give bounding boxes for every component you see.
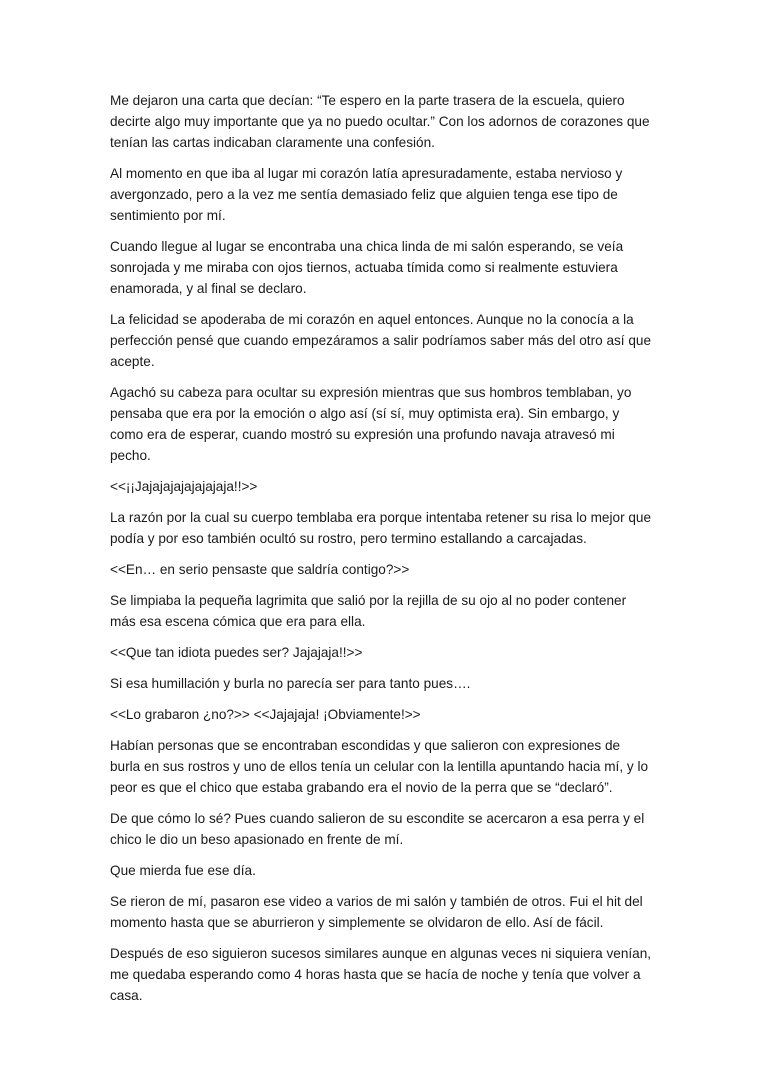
paragraph-16: Se rieron de mí, pasaron ese video a varios de mi salón y también de otros. Fui el hit del momento hasta que se aburrieron y simplemente se olvidaron de ello. Así de fácil.	[110, 894, 643, 930]
paragraph-3: Cuando llegue al lugar se encontraba una chica linda de mi salón esperando, se veía sonrojada y me miraba con ojos tiernos, actuaba tímida como si realmente estuviera enamorada, y al final se declaro.	[110, 239, 624, 296]
paragraph-8: <<En… en serio pensaste que saldría contigo?>>	[110, 562, 410, 577]
paragraph-9: Se limpiaba la pequeña lagrimita que salió por la rejilla de su ojo al no poder contener más esa escena cómica que era para ella.	[110, 593, 627, 629]
paragraph-12: <<Lo grabaron ¿no?>> <<Jajajaja! ¡Obviamente!>>	[110, 707, 421, 722]
paragraph-5: Agachó su cabeza para ocultar su expresión mientras que sus hombros temblaban, yo pensaba que era por la emoción o algo así (sí sí, muy optimista era). Sin embargo, y como era de esperar, cuando mostró su expresión una profundo navaja atravesó mi pecho.	[110, 385, 632, 463]
paragraph-15: Que mierda fue ese día.	[110, 863, 256, 878]
paragraph-11: Si esa humillación y burla no parecía ser para tanto pues….	[110, 676, 471, 691]
paragraph-4: La felicidad se apoderaba de mi corazón en aquel entonces. Aunque no la conocía a la perfección pensé que cuando empezáramos a salir podríamos saber más del otro así que acepte.	[110, 312, 652, 369]
paragraph-13: Habían personas que se encontraban escondidas y que salieron con expresiones de burla en sus rostros y uno de ellos tenía un celular con la lentilla apuntando hacia mí, y lo peor es que el chico que estaba grabando era el novio de la perra que se “declaró”.	[110, 738, 649, 795]
paragraph-2: Al momento en que iba al lugar mi corazón latía apresuradamente, estaba nervioso y avergonzado, pero a la vez me sentía demasiado feliz que alguien tenga ese tipo de sentimiento por mí.	[110, 166, 623, 223]
paragraph-14: De que cómo lo sé? Pues cuando salieron de su escondite se acercaron a esa perra y el chico le dio un beso apasionado en frente de mí.	[110, 811, 645, 847]
paragraph-17: Después de eso siguieron sucesos similares aunque en algunas veces ni siquiera venían, me quedaba esperando como 4 horas hasta que se hacía de noche y tenía que volver a casa.	[110, 946, 652, 1003]
paragraph-10: <<Que tan idiota puedes ser? Jajajaja!!>>	[110, 645, 363, 660]
paragraph-1: Me dejaron una carta que decían: “Te espero en la parte trasera de la escuela, quiero decirte algo muy importante que ya no puedo ocultar.” Con los adornos de corazones que tenían las cartas indicaban claramente una confesión.	[110, 93, 650, 150]
paragraph-6: <<¡¡Jajajajajajajajaja!!>>	[110, 479, 258, 494]
paragraph-7: La razón por la cual su cuerpo temblaba era porque intentaba retener su risa lo mejor que podía y por eso también ocultó su rostro, pero termino estallando a carcajadas.	[110, 510, 652, 546]
